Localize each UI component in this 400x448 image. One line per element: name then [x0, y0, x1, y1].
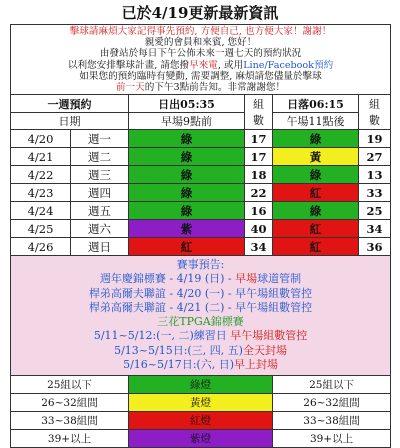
afternoon-status-cell: 紅: [273, 238, 359, 256]
legend-right: 39+以上: [273, 430, 391, 448]
announce-date: - 4/19 (日) -: [165, 272, 236, 286]
header-afternoon-groups: [359, 95, 391, 130]
day-cell: 週四: [71, 184, 129, 202]
reservation-sheet: [10, 24, 391, 448]
notice-line-6: [11, 82, 390, 93]
morning-count-cell: 17: [245, 130, 273, 148]
morning-count-cell: 22: [245, 184, 273, 202]
legend-right: 33~38組間: [273, 412, 391, 430]
morning-status-cell: 紫: [129, 220, 245, 238]
announce-line-5: [11, 329, 390, 343]
day-cell: 週五: [71, 202, 129, 220]
legend-right: 25組以下: [273, 376, 391, 394]
legend-red: 紅燈: [129, 412, 273, 430]
header-date: 日期: [11, 113, 129, 130]
afternoon-count-cell: 36: [359, 238, 391, 256]
announce-title: 賽事預告:: [176, 258, 225, 272]
legend-left: 25組以下: [11, 376, 129, 394]
afternoon-count-cell: 33: [359, 184, 391, 202]
announce-date: - 4/20 (一) -: [165, 286, 236, 300]
announce-line-2: [11, 287, 390, 301]
announce-box: [11, 256, 391, 376]
legend-row: [11, 430, 391, 448]
date-cell: 4/26: [11, 238, 71, 256]
header-sunset: 日落06:15: [273, 95, 359, 113]
legend-left: 39+以上: [11, 430, 129, 448]
notice-text: 的下午3點前告知。非常謝謝您！: [144, 82, 286, 94]
legend-right: 26~32組間: [273, 394, 391, 412]
header-row-1: [11, 95, 391, 113]
date-cell: 4/24: [11, 202, 71, 220]
afternoon-count-cell: 19: [359, 130, 391, 148]
announce-event: 週年慶錦標賽: [99, 272, 166, 286]
announce-date: - 4/21 (二) -: [165, 300, 236, 314]
header-groups-char: 組: [369, 98, 381, 112]
announce-note: 全天封場: [242, 343, 287, 357]
announce-date: 5/13~5/15日:(三, 四, 五): [114, 343, 243, 357]
morning-status-cell: 綠: [129, 184, 245, 202]
notice-text: 以利您安排擊球計畫, 請您撥: [67, 59, 190, 71]
date-cell: 4/23: [11, 184, 71, 202]
date-cell: 4/21: [11, 148, 71, 166]
announce-note: 早午場組數管控: [235, 300, 313, 314]
morning-status-cell: 綠: [129, 130, 245, 148]
legend-green: 綠燈: [129, 376, 273, 394]
announce-line-3: [11, 301, 390, 315]
announce-line-1: [11, 272, 390, 286]
afternoon-count-cell: 13: [359, 166, 391, 184]
morning-status-cell: 綠: [129, 202, 245, 220]
notice-call-early: 早來電: [189, 59, 218, 71]
date-cell: 4/22: [11, 166, 71, 184]
notice-line-5: 如果您的預約臨時有變動, 需要調整, 麻煩請您儘量於擊球: [79, 70, 322, 82]
morning-count-cell: 18: [245, 166, 273, 184]
morning-count-cell: 34: [245, 238, 273, 256]
day-cell: 週二: [71, 148, 129, 166]
header-morning-groups: [245, 95, 273, 130]
morning-count-cell: 17: [245, 148, 273, 166]
table-row: [11, 220, 391, 238]
afternoon-status-cell: 黃: [273, 148, 359, 166]
announce-line-6: [11, 344, 390, 358]
header-groups-char: 數: [369, 114, 381, 128]
announce-row: [11, 256, 391, 376]
legend-row: [11, 394, 391, 412]
header-groups-char: 組: [253, 98, 264, 112]
announce-line-7: [11, 358, 390, 372]
announce-date: 5/16~5/17日:(六, 日): [123, 358, 234, 371]
morning-count-cell: 16: [245, 202, 273, 220]
legend-yellow: 黃燈: [129, 394, 273, 412]
announce-note: 早上封場: [233, 358, 278, 371]
afternoon-count-cell: 25: [359, 202, 391, 220]
announce-session: 早場: [235, 272, 258, 286]
afternoon-status-cell: 綠: [273, 166, 359, 184]
table-row: [11, 238, 391, 256]
morning-count-cell: 40: [245, 220, 273, 238]
notice-line-facebook-link[interactable]: Line/Facebook預約: [243, 59, 334, 71]
legend-row: [11, 376, 391, 394]
table-row: [11, 202, 391, 220]
day-cell: 週日: [71, 238, 129, 256]
header-afternoon: 午場11點後: [273, 113, 359, 130]
date-cell: 4/20: [11, 130, 71, 148]
header-row-2: [11, 113, 391, 130]
notice-text: , 或用: [217, 59, 244, 71]
legend-purple: 紫燈: [129, 430, 273, 448]
announce-date: 5/11~5/12:(一, 二)練習日: [93, 329, 231, 343]
table-row: [11, 148, 391, 166]
afternoon-count-cell: 34: [359, 220, 391, 238]
legend-left: 26~32組間: [11, 394, 129, 412]
afternoon-count-cell: 27: [359, 148, 391, 166]
legend-row: [11, 412, 391, 430]
day-cell: 週六: [71, 220, 129, 238]
afternoon-status-cell: 紅: [273, 220, 359, 238]
notice-day-before: 前一天: [115, 82, 145, 94]
afternoon-status-cell: 綠: [273, 202, 359, 220]
notice-row: [11, 25, 391, 95]
announce-event: 桿弟高爾夫聯誼: [88, 286, 166, 300]
header-sunrise: 日出05:35: [129, 95, 245, 113]
announce-line-4: 三花TPGA錦標賽: [157, 315, 244, 329]
header-morning: 早場9點前: [129, 113, 245, 130]
notice-line-3: 由發站於每日下午公佈未來一週七天的預約狀況: [99, 48, 302, 60]
morning-status-cell: 紅: [129, 238, 245, 256]
afternoon-status-cell: 綠: [273, 130, 359, 148]
table-row: [11, 130, 391, 148]
announce-note: 早午場組數管控: [230, 329, 308, 343]
morning-status-cell: 綠: [129, 148, 245, 166]
notice-box: [11, 25, 391, 95]
announce-event: 桿弟高爾夫聯誼: [88, 300, 166, 314]
page-title: 已於4/19更新最新資訊: [121, 4, 279, 22]
table-row: [11, 166, 391, 184]
date-cell: 4/25: [11, 220, 71, 238]
notice-line-2: 親愛的會員和來賓, 您好！: [144, 37, 257, 49]
notice-line-1: 擊球請麻煩大家記得事先預約, 方便自己, 也方便大家！謝謝！: [69, 26, 332, 37]
header-groups-char: 數: [253, 114, 264, 128]
morning-status-cell: 綠: [129, 166, 245, 184]
day-cell: 週三: [71, 166, 129, 184]
table-row: [11, 184, 391, 202]
header-weekly: 一週預約: [11, 95, 129, 113]
legend-left: 33~38組間: [11, 412, 129, 430]
day-cell: 週一: [71, 130, 129, 148]
notice-line-4: [11, 60, 390, 71]
announce-note: 早午場組數管控: [235, 286, 313, 300]
announce-note: 球道管制: [257, 272, 302, 286]
afternoon-status-cell: 紅: [273, 184, 359, 202]
